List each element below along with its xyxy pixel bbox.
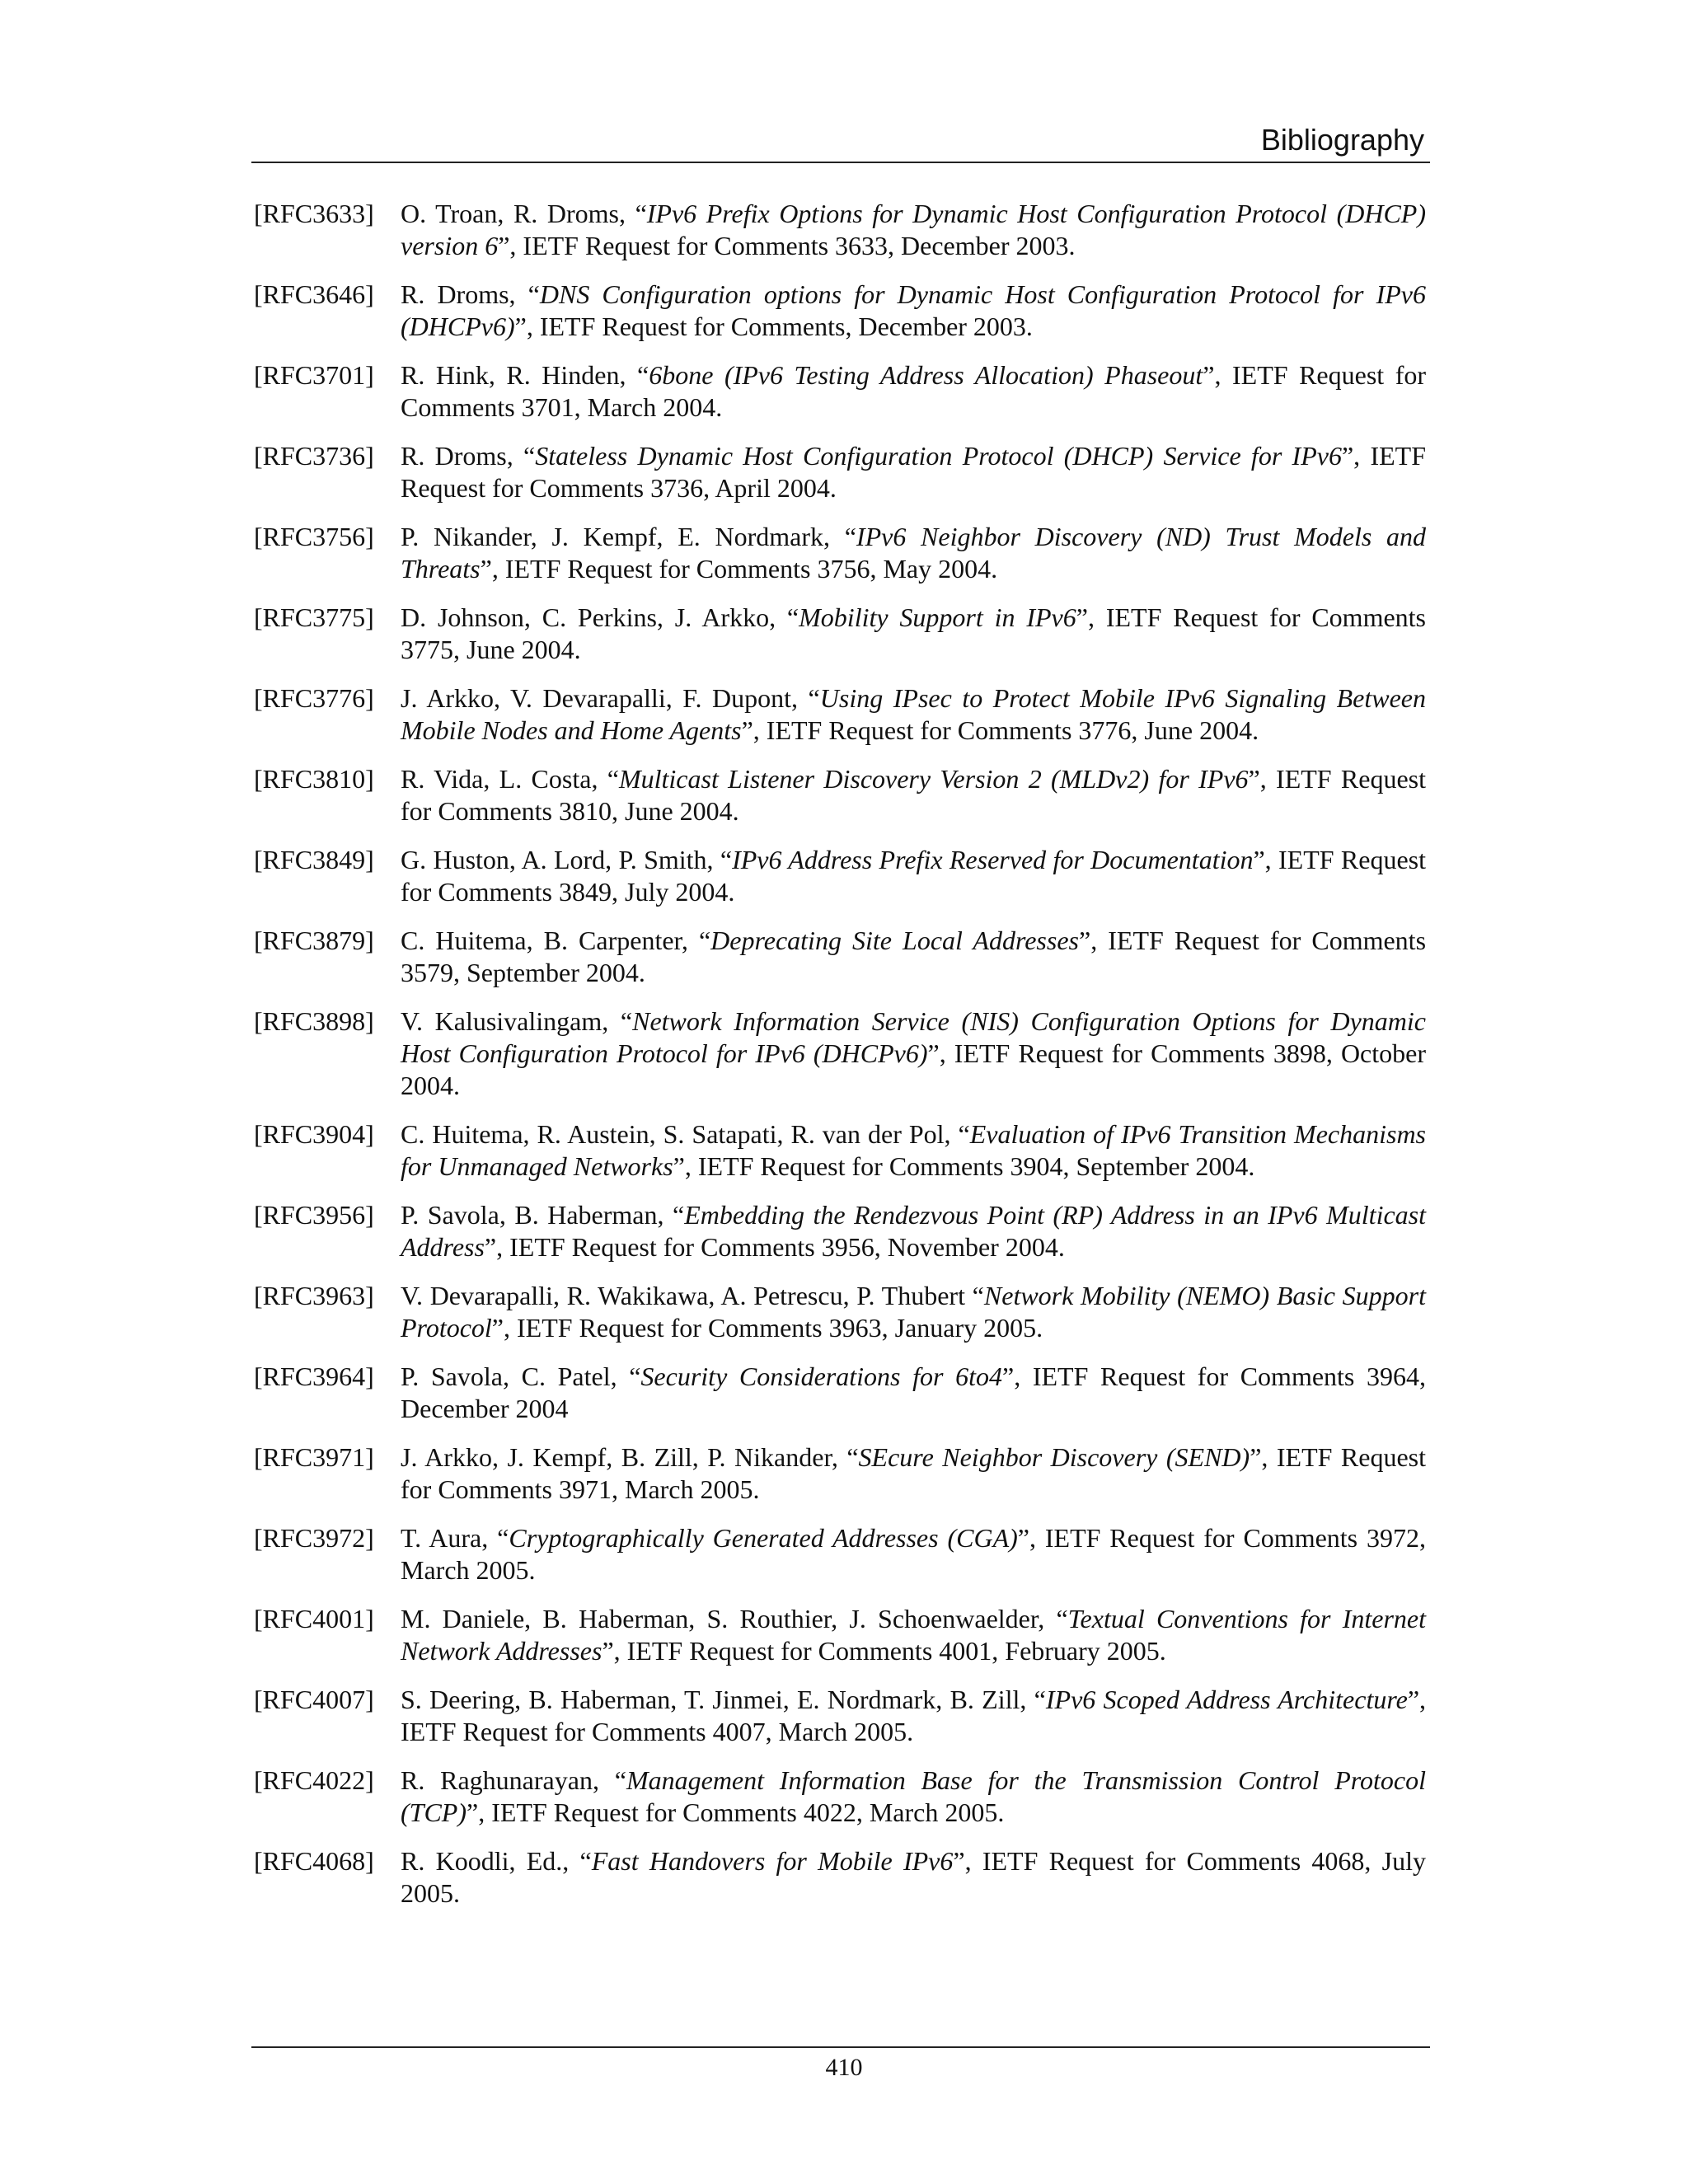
reference-entry (254, 279, 1426, 343)
reference-entry (254, 359, 1426, 424)
reference-key: [RFC3963] (254, 1281, 374, 1310)
reference-entry (254, 1280, 1426, 1344)
reference-title: Textual Conventions for Internet Network Addresses (401, 1604, 1427, 1666)
reference-entry (254, 682, 1426, 747)
reference-citation (401, 1522, 1426, 1586)
reference-citation (401, 1765, 1426, 1829)
reference-details: ”, IETF Request for Comments 3972, March 2005. (401, 1523, 1427, 1585)
reference-details: ”, IETF Request for Comments 3756, May 2004. (480, 554, 998, 583)
reference-details: ”, IETF Request for Comments 3904, September 2004. (673, 1151, 1255, 1181)
reference-key: [RFC3776] (254, 683, 374, 713)
reference-title: Embedding the Rendezvous Point (RP) Address in an IPv6 Multicast Address (401, 1200, 1427, 1262)
reference-citation (401, 1280, 1426, 1344)
reference-authors: C. Huitema, R. Austein, S. Satapati, R. van der Pol, “ (401, 1119, 970, 1149)
reference-details: ”, IETF Request for Comments 3963, January 2005. (491, 1313, 1043, 1343)
reference-key: [RFC3633] (254, 199, 374, 228)
reference-authors: P. Savola, C. Patel, “ (401, 1361, 641, 1391)
reference-entry (254, 763, 1426, 827)
reference-title: Management Information Base for the Transmission Control Protocol (TCP) (401, 1765, 1427, 1827)
reference-entry (254, 1603, 1426, 1667)
reference-title: IPv6 Prefix Options for Dynamic Host Configuration Protocol (DHCP) version 6 (401, 199, 1426, 260)
reference-title: Multicast Listener Discovery Version 2 (MLDv2) for IPv6 (618, 764, 1249, 794)
reference-authors: J. Arkko, J. Kempf, B. Zill, P. Nikander, “ (401, 1442, 859, 1472)
reference-authors: R. Koodli, Ed., “ (401, 1846, 592, 1876)
bibliography-list (254, 198, 1426, 1926)
reference-authors: V. Kalusivalingam, “ (401, 1006, 633, 1036)
reference-citation (401, 682, 1426, 747)
reference-details: ”, IETF Request for Comments 3776, June 2004. (741, 715, 1259, 745)
reference-authors: G. Huston, A. Lord, P. Smith, “ (401, 845, 733, 874)
reference-citation (401, 763, 1426, 827)
reference-entry (254, 925, 1426, 989)
reference-title: IPv6 Neighbor Discovery (ND) Trust Models and Threats (401, 522, 1427, 583)
page-number: 410 (825, 2054, 863, 2081)
reference-authors: V. Devarapalli, R. Wakikawa, A. Petrescu, P. Thubert “ (401, 1281, 984, 1310)
reference-citation (401, 279, 1426, 343)
reference-citation (401, 925, 1426, 989)
reference-title: Network Mobility (NEMO) Basic Support Protocol (401, 1281, 1427, 1343)
reference-entry (254, 1441, 1426, 1506)
reference-key: [RFC3701] (254, 360, 374, 390)
reference-details: ”, IETF Request for Comments 3964, December 2004 (401, 1361, 1427, 1423)
reference-details: ”, IETF Request for Comments 3971, March 2005. (401, 1442, 1427, 1504)
reference-key: [RFC3810] (254, 764, 374, 794)
reference-key: [RFC3849] (254, 845, 374, 874)
reference-entry (254, 198, 1426, 262)
reference-authors: R. Droms, “ (401, 279, 540, 309)
reference-citation (401, 1199, 1426, 1263)
reference-details: ”, IETF Request for Comments 3898, October 2004. (401, 1038, 1427, 1100)
reference-key: [RFC3971] (254, 1442, 374, 1472)
reference-authors: P. Savola, B. Haberman, “ (401, 1200, 685, 1230)
reference-key: [RFC4068] (254, 1846, 374, 1876)
reference-title: Network Information Service (NIS) Configuration Options for Dynamic Host Configuration Protocol for IPv6 (DHCPv6) (401, 1006, 1427, 1068)
reference-details: ”, IETF Request for Comments 4007, March 2005. (401, 1685, 1427, 1746)
reference-title: Fast Handovers for Mobile IPv6 (591, 1846, 954, 1876)
reference-authors: R. Raghunarayan, “ (401, 1765, 626, 1795)
reference-authors: J. Arkko, V. Devarapalli, F. Dupont, “ (401, 683, 820, 713)
reference-title: Security Considerations for 6to4 (640, 1361, 1002, 1391)
running-header-title: Bibliography (1260, 123, 1424, 157)
reference-authors: C. Huitema, B. Carpenter, “ (401, 926, 711, 955)
reference-authors: T. Aura, “ (401, 1523, 509, 1553)
reference-citation (401, 440, 1426, 504)
reference-authors: S. Deering, B. Haberman, T. Jinmei, E. Nordmark, B. Zill, “ (401, 1685, 1046, 1714)
reference-details: ”, IETF Request for Comments 3579, September 2004. (401, 926, 1427, 987)
reference-entry (254, 844, 1426, 908)
reference-authors: R. Vida, L. Costa, “ (401, 764, 619, 794)
reference-key: [RFC3964] (254, 1361, 374, 1391)
reference-citation (401, 602, 1426, 666)
reference-citation (401, 844, 1426, 908)
reference-title: Mobility Support in IPv6 (799, 602, 1076, 632)
reference-details: ”, IETF Request for Comments 3956, November 2004. (484, 1232, 1065, 1262)
reference-entry (254, 1845, 1426, 1910)
reference-details: ”, IETF Request for Comments 4022, March 2005. (467, 1797, 1005, 1827)
header-rule (251, 162, 1430, 163)
reference-citation (401, 1603, 1426, 1667)
reference-title: IPv6 Address Prefix Reserved for Documentation (732, 845, 1254, 874)
reference-details: ”, IETF Request for Comments 3701, March 2004. (401, 360, 1427, 422)
reference-authors: M. Daniele, B. Haberman, S. Routhier, J. Schoenwaelder, “ (401, 1604, 1068, 1633)
reference-authors: D. Johnson, C. Perkins, J. Arkko, “ (401, 602, 799, 632)
footer-rule (251, 2046, 1430, 2048)
reference-entry (254, 440, 1426, 504)
reference-title: DNS Configuration options for Dynamic Host Configuration Protocol for IPv6 (DHCPv6) (401, 279, 1427, 341)
reference-details: ”, IETF Request for Comments 3810, June 2004. (401, 764, 1427, 826)
reference-entry (254, 1765, 1426, 1829)
reference-key: [RFC3736] (254, 441, 374, 471)
reference-details: ”, IETF Request for Comments 3633, December 2003. (498, 231, 1076, 260)
reference-key: [RFC3646] (254, 279, 374, 309)
reference-key: [RFC3879] (254, 926, 374, 955)
reference-entry (254, 1684, 1426, 1748)
reference-key: [RFC3904] (254, 1119, 374, 1149)
reference-authors: P. Nikander, J. Kempf, E. Nordmark, “ (401, 522, 856, 551)
reference-key: [RFC3956] (254, 1200, 374, 1230)
reference-details: ”, IETF Request for Comments 3849, July 2004. (401, 845, 1426, 907)
reference-citation (401, 1441, 1426, 1506)
reference-citation (401, 359, 1426, 424)
reference-entry (254, 602, 1426, 666)
reference-entry (254, 1522, 1426, 1586)
reference-details: ”, IETF Request for Comments 4068, July 2005. (401, 1846, 1427, 1908)
reference-key: [RFC3775] (254, 602, 374, 632)
reference-key: [RFC4007] (254, 1685, 374, 1714)
reference-citation (401, 198, 1426, 262)
reference-citation (401, 1005, 1426, 1102)
reference-citation (401, 1118, 1426, 1183)
reference-title: Using IPsec to Protect Mobile IPv6 Signaling Between Mobile Nodes and Home Agents (401, 683, 1427, 745)
reference-citation (401, 1361, 1426, 1425)
reference-authors: R. Hink, R. Hinden, “ (401, 360, 649, 390)
reference-title: 6bone (IPv6 Testing Address Allocation) Phaseout (649, 360, 1203, 390)
reference-entry (254, 1199, 1426, 1263)
reference-key: [RFC4001] (254, 1604, 374, 1633)
reference-authors: O. Troan, R. Droms, “ (401, 199, 647, 228)
reference-title: Stateless Dynamic Host Configuration Protocol (DHCP) Service for IPv6 (535, 441, 1342, 471)
reference-title: Evaluation of IPv6 Transition Mechanisms for Unmanaged Networks (401, 1119, 1427, 1181)
reference-title: IPv6 Scoped Address Architecture (1045, 1685, 1408, 1714)
reference-title: SEcure Neighbor Discovery (SEND) (858, 1442, 1250, 1472)
reference-title: Cryptographically Generated Addresses (CGA) (509, 1523, 1018, 1553)
reference-key: [RFC3972] (254, 1523, 374, 1553)
reference-entry (254, 1361, 1426, 1425)
reference-citation (401, 521, 1426, 585)
reference-citation (401, 1684, 1426, 1748)
reference-details: ”, IETF Request for Comments 4001, February 2005. (602, 1636, 1166, 1666)
reference-key: [RFC3898] (254, 1006, 374, 1036)
reference-details: ”, IETF Request for Comments, December 2003. (514, 312, 1033, 341)
reference-citation (401, 1845, 1426, 1910)
reference-entry (254, 521, 1426, 585)
reference-title: Deprecating Site Local Addresses (710, 926, 1079, 955)
reference-key: [RFC4022] (254, 1765, 374, 1795)
reference-entry (254, 1005, 1426, 1102)
reference-entry (254, 1118, 1426, 1183)
reference-details: ”, IETF Request for Comments 3736, April 2004. (401, 441, 1427, 503)
reference-authors: R. Droms, “ (401, 441, 536, 471)
reference-key: [RFC3756] (254, 522, 374, 551)
reference-details: ”, IETF Request for Comments 3775, June 2004. (401, 602, 1427, 664)
